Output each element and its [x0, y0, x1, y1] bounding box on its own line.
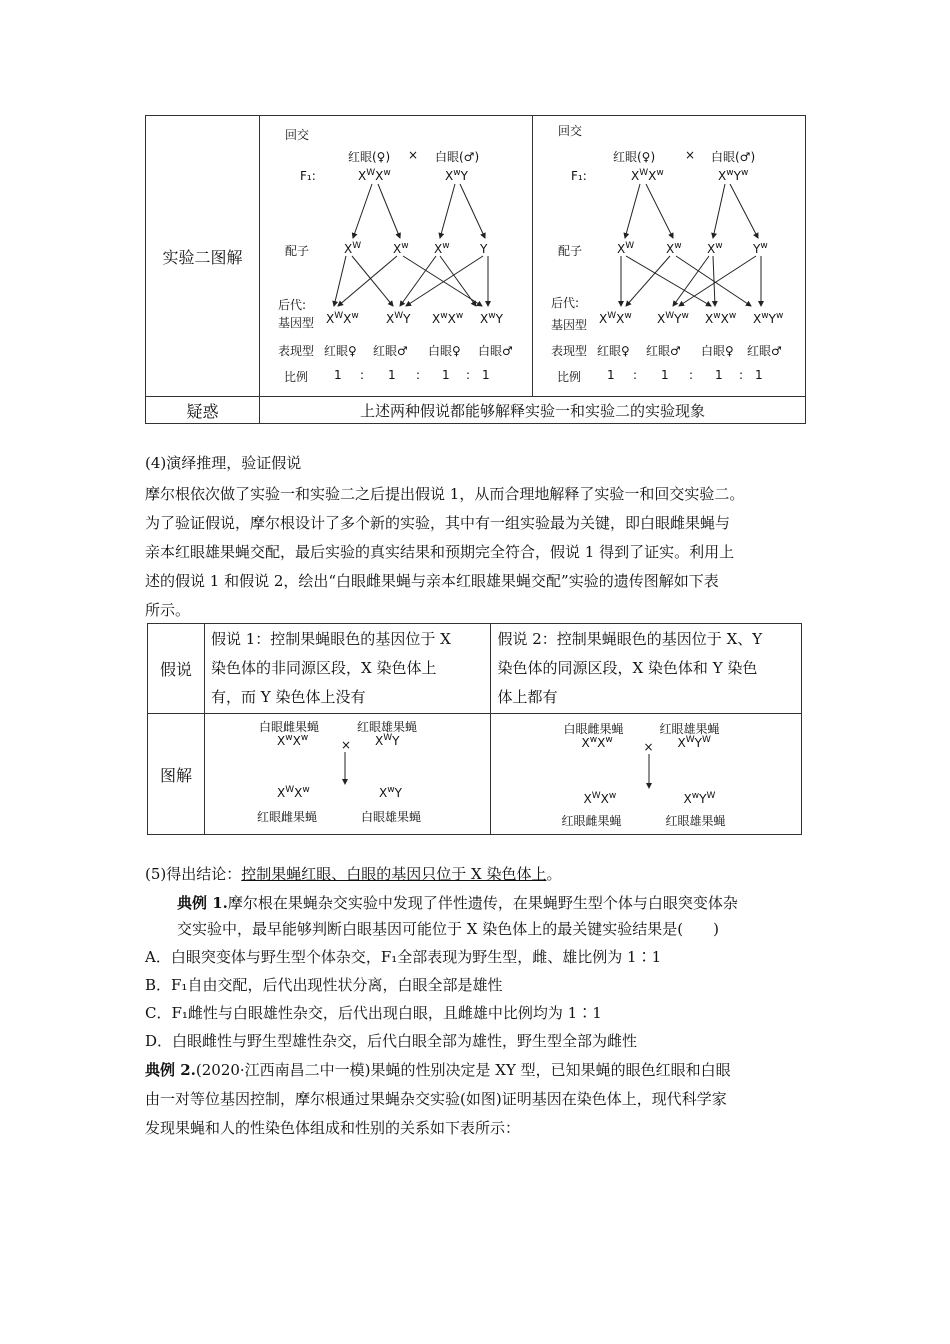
offspring-genotype: [432, 312, 463, 326]
ratio-value: 1: [607, 368, 615, 382]
allele-base: X: [447, 312, 456, 326]
allele-base: X: [343, 312, 352, 326]
parent-male: 白眼(♂): [711, 150, 756, 164]
allele-base: Y: [460, 169, 468, 183]
allele-base: Y: [480, 242, 488, 256]
allele-base: X: [720, 312, 729, 326]
ratio-label: 比例: [557, 370, 582, 384]
allele-sup: W: [352, 241, 362, 251]
phenotype: 白眼♀: [701, 344, 734, 358]
parent-male: 白眼(♂): [435, 150, 480, 164]
phenotype: 白眼♂: [478, 344, 513, 358]
offspring2-name: 红眼雄果蝇: [665, 814, 726, 828]
ratio-colon: :: [739, 368, 744, 382]
allele-sup: w: [775, 311, 784, 321]
example2-label: 典例 2.: [145, 1061, 196, 1079]
allele-sup: w: [442, 241, 450, 251]
allele-sup: W: [625, 241, 635, 251]
allele-sup: w: [605, 735, 613, 745]
example1-line1: [177, 892, 738, 914]
allele-sup: W: [706, 791, 716, 801]
gamete: [617, 242, 634, 256]
allele-base: Y: [733, 169, 741, 183]
hypothesis2-line: 染色体的同源区段，X 染色体和 Y 染色: [497, 659, 758, 677]
phenotype-label: 表现型: [278, 344, 315, 358]
offspring-label: 后代:: [551, 296, 580, 310]
ratio-value: 1: [715, 368, 723, 382]
offspring-genotype: [657, 312, 689, 326]
ratio-value: 1: [388, 368, 396, 382]
example1-text: 摩尔根在果蝇杂交实验中发现了伴性遗传，在果蝇野生型个体与白眼突变体杂: [227, 894, 738, 912]
hypothesis1-line: 染色体的非同源区段，X 染色体上: [211, 659, 437, 677]
cross-diagram-left: [205, 714, 481, 834]
example2-line2: 由一对等位基因控制，摩尔根通过果蝇杂交实验(如图)证明基因在染色体上，现代科学家: [145, 1090, 727, 1108]
section5-suffix: 。: [546, 865, 562, 883]
parent1-name: 白眼雌果蝇: [563, 722, 624, 736]
parent2-genotype: [677, 736, 710, 750]
example1-label: 典例 1.: [177, 894, 228, 912]
phenotype: 红眼♂: [646, 344, 681, 358]
offspring2-genotype: [379, 786, 402, 800]
phenotype: 白眼♀: [428, 344, 461, 358]
section5-conclusion: [145, 863, 561, 885]
allele-sup: w: [300, 733, 309, 743]
section4-line: 摩尔根依次做了实验一和实验二之后提出假说 1，从而合理地解释了实验一和回交实验二。: [145, 485, 745, 503]
cross-symbol: ×: [408, 148, 419, 162]
offspring-label: 后代:: [278, 298, 307, 312]
allele-sup: w: [713, 311, 721, 321]
allele-base: X: [666, 242, 675, 256]
allele-base: X: [326, 312, 335, 326]
parent-female: 红眼(♀): [613, 150, 656, 164]
allele-sup: w: [351, 311, 359, 321]
parent1-genotype: [581, 736, 612, 750]
hypothesis2-line: 体上都有: [497, 688, 558, 706]
phenotype: 红眼♀: [324, 344, 357, 358]
example2-line1: [145, 1059, 731, 1081]
phenotype: 红眼♂: [373, 344, 408, 358]
allele-base: X: [292, 734, 301, 748]
ratio-value: 1: [661, 368, 669, 382]
ratio-value: 1: [755, 368, 763, 382]
parent2-genotype: [375, 734, 399, 748]
gamete: [707, 242, 723, 256]
allele-base: X: [294, 786, 303, 800]
option-b: B．F₁自由交配，后代出现性状分离，白眼全部是雄性: [145, 976, 503, 994]
allele-base: Y: [753, 242, 761, 256]
allele-base: Y: [694, 736, 702, 750]
gamete: [480, 242, 487, 256]
allele-base: X: [648, 169, 657, 183]
section5-prefix: (5)得出结论：: [145, 865, 242, 883]
offspring-genotype: [705, 312, 736, 326]
allele-sup: w: [302, 785, 310, 795]
allele-sup: w: [401, 241, 409, 251]
section4-line: 述的假说 1 和假说 2，绘出“白眼雌果蝇与亲本红眼雄果蝇交配”实验的遗传图解如下表: [145, 572, 719, 590]
allele-base: X: [631, 169, 640, 183]
cross-right-cell: [491, 714, 802, 835]
backcross-title: 回交: [558, 124, 583, 138]
ratio-colon: :: [689, 368, 694, 382]
ratio-colon: :: [416, 368, 421, 382]
hypothesis1-line: 假说 1：控制果蝇眼色的基因位于 X: [211, 630, 451, 648]
allele-sup: w: [740, 168, 749, 178]
allele-sup: w: [589, 735, 598, 745]
offspring-genotype: [599, 312, 632, 326]
allele-sup: W: [366, 168, 376, 178]
gamete-label: 配子: [558, 244, 583, 258]
allele-sup: w: [715, 241, 723, 251]
offspring-genotype: [326, 312, 359, 326]
allele-base: X: [753, 312, 762, 326]
allele-sup: w: [488, 311, 496, 321]
allele-sup: w: [455, 311, 464, 321]
allele-base: Y: [403, 312, 411, 326]
allele-sup: w: [624, 311, 632, 321]
offspring2-name: 白眼雄果蝇: [361, 810, 422, 824]
allele-sup: w: [440, 311, 448, 321]
allele-base: X: [379, 786, 388, 800]
allele-sup: W: [394, 311, 404, 321]
example2-text: (2020·江西南昌二中一模)果蝇的性别决定是 XY 型，已知果蝇的眼色红眼和白眼: [195, 1061, 731, 1079]
parent1-genotype: [277, 734, 308, 748]
option-a: A．白眼突变体与野生型个体杂交，F₁全部表现为野生型，雌、雄比例为 1∶1: [145, 948, 662, 966]
option-c: C．F₁雌性与白眼雄性杂交，后代出现白眼，且雌雄中比例均为 1∶1: [145, 1004, 602, 1022]
allele-base: X: [597, 736, 606, 750]
allele-base: Y: [394, 786, 402, 800]
option-d: D．白眼雌性与野生型雄性杂交，后代白眼全部为雄性，野生型全部为雌性: [145, 1032, 638, 1050]
hypothesis-table: [147, 623, 802, 835]
allele-sup: W: [639, 168, 649, 178]
left-diagram-cell: [260, 116, 533, 397]
cross-diagram-right: [491, 714, 791, 834]
experiment-table: [145, 115, 806, 424]
section4-line: 亲本红眼雄果蝇交配，最后实验的真实结果和预期完全符合，假说 1 得到了证实。利用上: [145, 543, 735, 561]
section4-line: 所示。: [145, 601, 191, 619]
offspring-genotype: [480, 312, 503, 326]
gamete: [434, 242, 450, 256]
allele-base: Y: [495, 312, 503, 326]
right-diagram-cell: [533, 116, 806, 397]
allele-base: X: [358, 169, 367, 183]
gamete: [753, 242, 768, 256]
parent-female: 红眼(♀): [348, 150, 391, 164]
allele-sup: W: [701, 735, 711, 745]
allele-base: Y: [699, 792, 707, 806]
row-label-diagram: 图解: [148, 714, 205, 835]
hypothesis2-cell: [491, 624, 802, 714]
gamete: [344, 242, 361, 256]
phenotype: 红眼♀: [597, 344, 630, 358]
allele-sup: w: [608, 791, 617, 801]
section4-line: 为了验证假说，摩尔根设计了多个新的实验，其中有一组实验最为关键，即白眼雌果蝇与: [145, 514, 731, 532]
allele-base: X: [677, 736, 686, 750]
hypothesis2-line: 假说 2：控制果蝇眼色的基因位于 X、Y: [497, 630, 763, 648]
allele-base: X: [599, 312, 608, 326]
allele-base: X: [375, 734, 384, 748]
allele-base: X: [581, 736, 590, 750]
gamete: [666, 242, 682, 256]
allele-base: X: [480, 312, 489, 326]
allele-sup: w: [387, 785, 395, 795]
phenotype-label: 表现型: [551, 344, 588, 358]
allele-sup: W: [685, 735, 695, 745]
allele-sup: w: [728, 311, 737, 321]
cross-diagram-hypothesis2: [533, 116, 805, 396]
f1-female-genotype: [358, 169, 391, 183]
offspring1-name: 红眼雌果蝇: [561, 814, 622, 828]
allele-base: X: [434, 242, 443, 256]
allele-sup: w: [760, 241, 768, 251]
allele-sup: W: [665, 311, 675, 321]
offspring1-genotype: [583, 792, 616, 806]
allele-base: X: [683, 792, 692, 806]
allele-sup: w: [656, 168, 664, 178]
backcross-title: 回交: [285, 128, 310, 142]
ratio-value: 1: [482, 368, 490, 382]
allele-sup: W: [334, 311, 344, 321]
allele-base: X: [344, 242, 353, 256]
f1-male-genotype: [445, 169, 468, 183]
allele-sup: w: [674, 241, 682, 251]
ratio-colon: :: [466, 368, 471, 382]
ratio-value: 1: [442, 368, 450, 382]
allele-base: X: [445, 169, 454, 183]
allele-base: X: [393, 242, 402, 256]
offspring-genotype: [753, 312, 783, 326]
section5-underlined: 控制果蝇红眼、白眼的基因只位于 X 染色体上: [241, 865, 547, 883]
allele-base: X: [707, 242, 716, 256]
allele-sup: W: [607, 311, 617, 321]
allele-base: Y: [768, 312, 776, 326]
ratio-colon: :: [633, 368, 638, 382]
hypothesis1-line: 有，而 Y 染色体上没有: [211, 688, 366, 706]
allele-base: X: [277, 786, 286, 800]
doubt-text: 上述两种假说都能够解释实验一和实验二的实验现象: [260, 397, 806, 424]
allele-base: X: [386, 312, 395, 326]
allele-base: Y: [674, 312, 682, 326]
row-label-hypothesis: 假说: [148, 624, 205, 714]
row-label-experiment2: 实验二图解: [146, 116, 260, 397]
cross-symbol: ×: [643, 740, 654, 754]
f1-male-genotype: [718, 169, 748, 183]
f1-female-genotype: [631, 169, 664, 183]
allele-base: X: [432, 312, 441, 326]
cross-arrow: [491, 714, 791, 834]
offspring1-name: 红眼雌果蝇: [257, 810, 318, 824]
allele-sup: W: [383, 733, 393, 743]
cross-diagram-hypothesis1: [260, 116, 532, 396]
allele-base: X: [375, 169, 384, 183]
cross-symbol: ×: [685, 148, 696, 162]
allele-base: X: [617, 242, 626, 256]
offspring-genotype: [386, 312, 410, 326]
row-label-doubt: 疑惑: [146, 397, 260, 424]
allele-base: X: [705, 312, 714, 326]
allele-base: X: [277, 734, 286, 748]
gamete-label: 配子: [285, 244, 310, 258]
allele-sup: w: [691, 791, 700, 801]
genotype-label: 基因型: [278, 316, 315, 330]
parent1-name: 白眼雌果蝇: [259, 720, 320, 734]
allele-base: X: [600, 792, 609, 806]
f1-label: F₁:: [300, 169, 316, 183]
cross-symbol: ×: [341, 738, 352, 752]
ratio-label: 比例: [284, 370, 309, 384]
allele-base: X: [718, 169, 727, 183]
genotype-label: 基因型: [551, 318, 588, 332]
allele-sup: w: [761, 311, 769, 321]
cross-left-cell: [205, 714, 491, 835]
allele-base: Y: [392, 734, 400, 748]
f1-label: F₁:: [571, 169, 587, 183]
allele-base: X: [583, 792, 592, 806]
offspring2-genotype: [683, 792, 715, 806]
offspring1-genotype: [277, 786, 310, 800]
allele-sup: W: [591, 791, 601, 801]
allele-sup: W: [285, 785, 295, 795]
allele-sup: w: [453, 168, 461, 178]
example1-line2: 交实验中，最早能够判断白眼基因可能位于 X 染色体上的最关键实验结果是( ): [177, 920, 719, 938]
ratio-colon: :: [360, 368, 365, 382]
section4-heading: (4)演绎推理，验证假说: [145, 454, 302, 472]
allele-sup: w: [285, 733, 293, 743]
gamete: [393, 242, 409, 256]
ratio-value: 1: [334, 368, 342, 382]
phenotype: 红眼♂: [747, 344, 782, 358]
allele-base: X: [657, 312, 666, 326]
parent2-name: 红眼雄果蝇: [659, 722, 720, 736]
allele-sup: w: [383, 168, 391, 178]
example2-line3: 发现果蝇和人的性染色体组成和性别的关系如下表所示：: [145, 1119, 521, 1137]
cross-arrow: [205, 714, 481, 834]
allele-sup: w: [681, 311, 689, 321]
allele-base: X: [616, 312, 625, 326]
hypothesis1-cell: [205, 624, 491, 714]
allele-sup: w: [726, 168, 734, 178]
parent2-name: 红眼雄果蝇: [357, 720, 418, 734]
